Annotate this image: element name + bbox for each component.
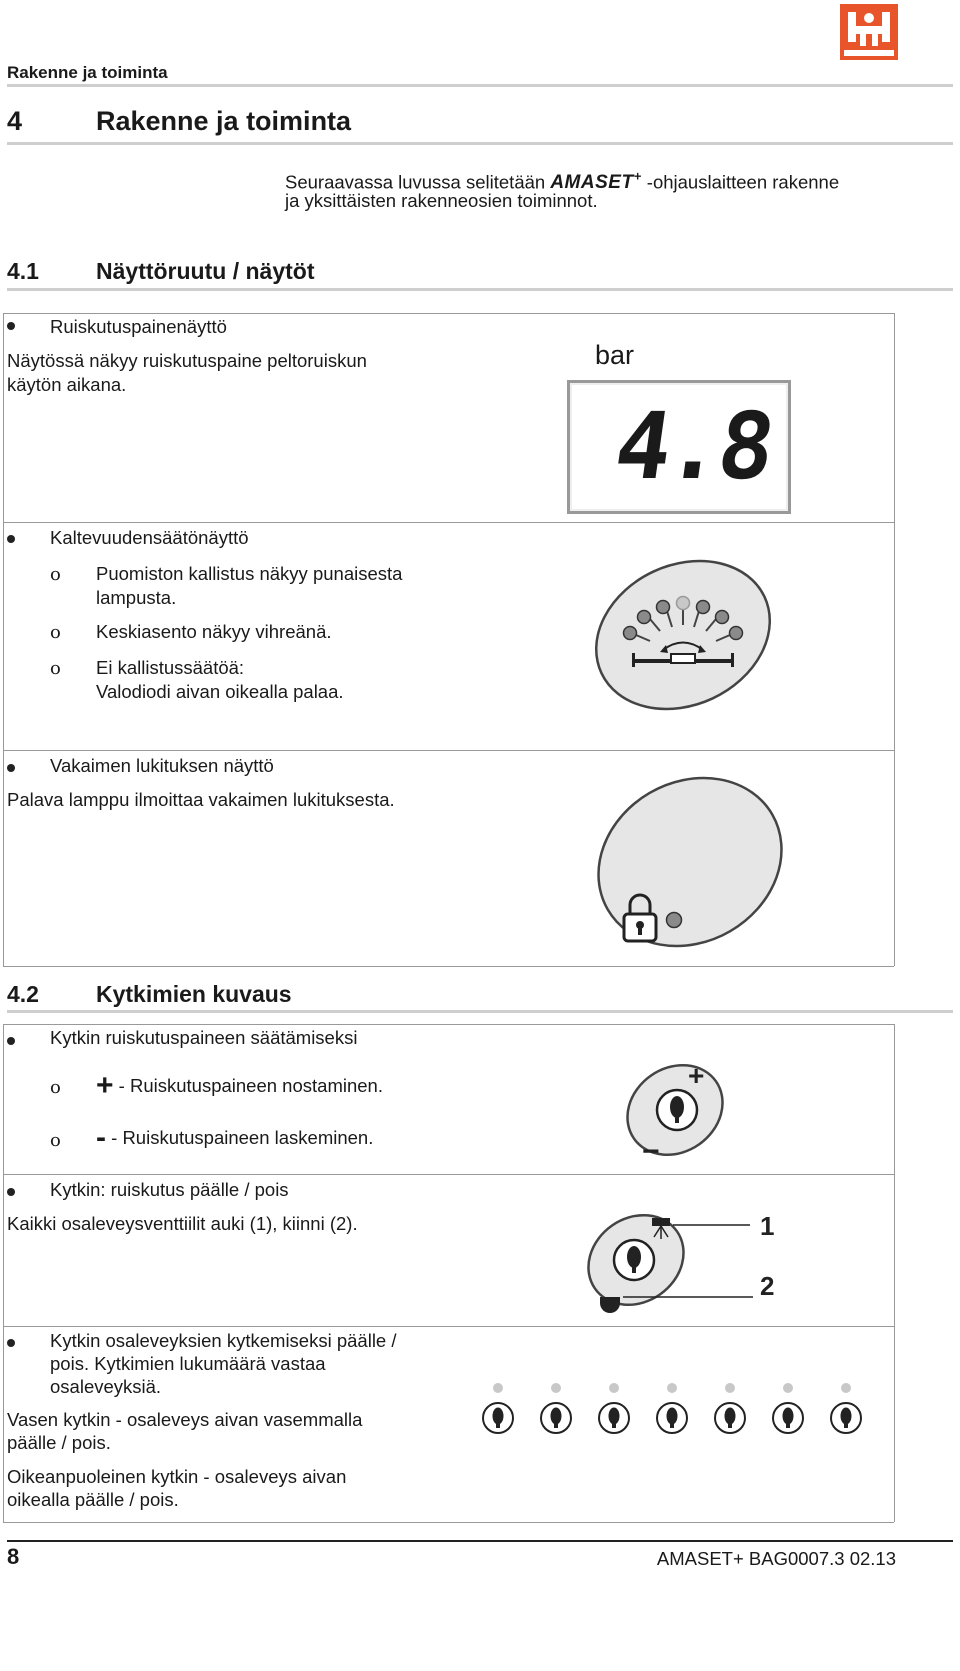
tilt-item-1-line1: Puomiston kallistus näkyy punaisesta <box>96 563 403 584</box>
chapter-rule <box>7 142 953 145</box>
section-42-title: Kytkimien kuvaus <box>96 981 292 1007</box>
table-42-left <box>3 1024 4 1522</box>
left-switch-text-1: Vasen kytkin - osaleveys aivan vasemmalla <box>7 1409 363 1430</box>
spray-switch-illustration <box>578 1205 788 1320</box>
tilt-display-illustration <box>588 555 778 715</box>
lock-display-text: Palava lamppu ilmoittaa vakaimen lukituksesta. <box>7 789 395 810</box>
list-marker: o <box>50 1130 61 1151</box>
spray-switch-text: Kaikki osaleveysventtiilit auki (1), kiinni (2). <box>7 1213 358 1234</box>
intro-after: -ohjauslaitteen rakenne <box>646 171 840 193</box>
lock-display-heading: Vakaimen lukituksen näyttö <box>50 755 274 776</box>
section-lamp <box>609 1383 619 1393</box>
pressure-plus-line <box>96 1069 383 1102</box>
minus-symbol: - <box>96 1121 106 1154</box>
list-marker: o <box>50 622 61 643</box>
pressure-switch-heading: Kytkin ruiskutuspaineen säätämiseksi <box>50 1027 358 1048</box>
list-marker: o <box>50 564 61 585</box>
section-41-rule <box>7 288 953 291</box>
logo-emblem <box>840 4 898 60</box>
tilt-display-heading: Kaltevuudensäätönäyttö <box>50 527 249 548</box>
table-41-left <box>3 313 4 966</box>
section-42-number: 4.2 <box>7 981 39 1007</box>
table-42-top <box>3 1024 894 1025</box>
section-switch-heading-2: pois. Kytkimien lukumäärä vastaa <box>50 1353 326 1374</box>
section-switch-7 <box>831 1383 861 1433</box>
intro-before: Seuraavassa luvussa selitetään <box>285 171 546 193</box>
lock-lamp <box>667 913 682 928</box>
section-switches-illustration <box>470 1372 870 1444</box>
nozzle-closed-icon <box>600 1297 620 1313</box>
section-switch-6 <box>773 1383 803 1433</box>
fig-plus-label: + <box>688 1060 705 1091</box>
tilt-lamp-left-2 <box>638 611 651 624</box>
list-marker: o <box>50 658 61 679</box>
document-reference: AMASET+ BAG0007.3 02.13 <box>656 1548 896 1569</box>
pressure-display-heading: Ruiskutuspainenäyttö <box>50 316 227 337</box>
table-41-bottom <box>3 966 894 967</box>
section-42-rule <box>7 1010 953 1013</box>
chapter-title: Rakenne ja toiminta <box>96 106 352 136</box>
list-marker: o <box>50 1077 61 1098</box>
tilt-item-3-line1: Ei kallistussäätöä: <box>96 657 245 678</box>
pressure-lcd-display <box>567 380 791 514</box>
tilt-lamp-right-1 <box>697 601 710 614</box>
tilt-item-2-line1: Keskiasento näkyy vihreänä. <box>96 621 332 642</box>
table-41-top <box>3 313 894 314</box>
running-title: Rakenne ja toiminta <box>7 63 168 82</box>
pressure-unit-label: bar <box>595 340 635 370</box>
section-switch-1 <box>483 1383 513 1433</box>
pressure-display-text-2: käytön aikana. <box>7 374 127 395</box>
tilt-panel-oval <box>588 555 778 715</box>
section-41-number: 4.1 <box>7 258 39 284</box>
tilt-lamp-center <box>677 597 690 610</box>
right-switch-text-2: oikealla päälle / pois. <box>7 1489 179 1510</box>
tilt-lamp-right-2 <box>716 611 729 624</box>
table-42-row-divider-1 <box>3 1174 894 1175</box>
table-41-row-divider-2 <box>3 750 894 751</box>
tilt-item-3-line2: Valodiodi aivan oikealla palaa. <box>96 681 344 702</box>
tilt-lamp-right-3 <box>730 627 743 640</box>
section-lamp <box>841 1383 851 1393</box>
pressure-switch-illustration <box>620 1055 730 1170</box>
section-switch-heading-1: Kytkin osaleveyksien kytkemiseksi päälle / <box>50 1330 397 1351</box>
table-42-row-divider-2 <box>3 1326 894 1327</box>
amazone-logo <box>840 4 898 60</box>
callout-1: 1 <box>760 1211 775 1241</box>
section-switch-heading-3: osaleveyksiä. <box>50 1376 162 1397</box>
pressure-minus-text: - Ruiskutuspaineen laskeminen. <box>111 1127 374 1148</box>
fig-minus-label: − <box>642 1135 660 1168</box>
tilt-lamp-left-1 <box>657 601 670 614</box>
pressure-display-text-1: Näytössä näkyy ruiskutuspaine peltoruiskun <box>7 350 367 371</box>
bullet-dot <box>7 764 15 772</box>
left-switch-text-2: päälle / pois. <box>7 1432 111 1453</box>
section-lamp <box>725 1383 735 1393</box>
callout-2: 2 <box>760 1271 775 1301</box>
bullet-dot <box>7 535 15 543</box>
bullet-dot <box>7 1037 15 1045</box>
chapter-intro-line2: ja yksittäisten rakenneosien toiminnot. <box>285 190 598 211</box>
bullet-dot <box>7 1339 15 1347</box>
pressure-lcd-value: 4.8 <box>608 393 778 500</box>
header-rule <box>7 84 953 87</box>
section-lamp <box>783 1383 793 1393</box>
chapter-number: 4 <box>7 106 23 136</box>
page-number: 8 <box>7 1544 20 1569</box>
table-41-row-divider-1 <box>3 522 894 523</box>
pressure-minus-line <box>96 1121 374 1154</box>
tilt-item-1-line2: lampusta. <box>96 587 177 608</box>
section-switch-5 <box>715 1383 745 1433</box>
table-42-right <box>894 1024 895 1522</box>
brand-name: AMASET <box>550 172 634 194</box>
plus-symbol: + <box>96 1069 114 1102</box>
pressure-plus-text: - Ruiskutuspaineen nostaminen. <box>118 1075 383 1096</box>
right-switch-text-1: Oikeanpuoleinen kytkin - osaleveys aivan <box>7 1466 347 1487</box>
footer-rule <box>7 1540 953 1542</box>
section-switch-4 <box>657 1383 687 1433</box>
brand-sup: + <box>633 169 642 184</box>
tilt-lamp-left-3 <box>624 627 637 640</box>
section-41-title: Näyttöruutu / näytöt <box>96 258 315 284</box>
section-lamp <box>493 1383 503 1393</box>
spray-switch-heading: Kytkin: ruiskutus päälle / pois <box>50 1179 289 1200</box>
section-switch-2 <box>541 1383 571 1433</box>
lock-panel-oval <box>590 770 790 955</box>
section-lamp <box>667 1383 677 1393</box>
table-42-bottom <box>3 1522 894 1523</box>
section-lamp <box>551 1383 561 1393</box>
table-41-right <box>894 313 895 966</box>
bullet-dot <box>7 322 15 330</box>
section-switch-3 <box>599 1383 629 1433</box>
lock-display-illustration <box>590 770 790 955</box>
bullet-dot <box>7 1188 15 1196</box>
